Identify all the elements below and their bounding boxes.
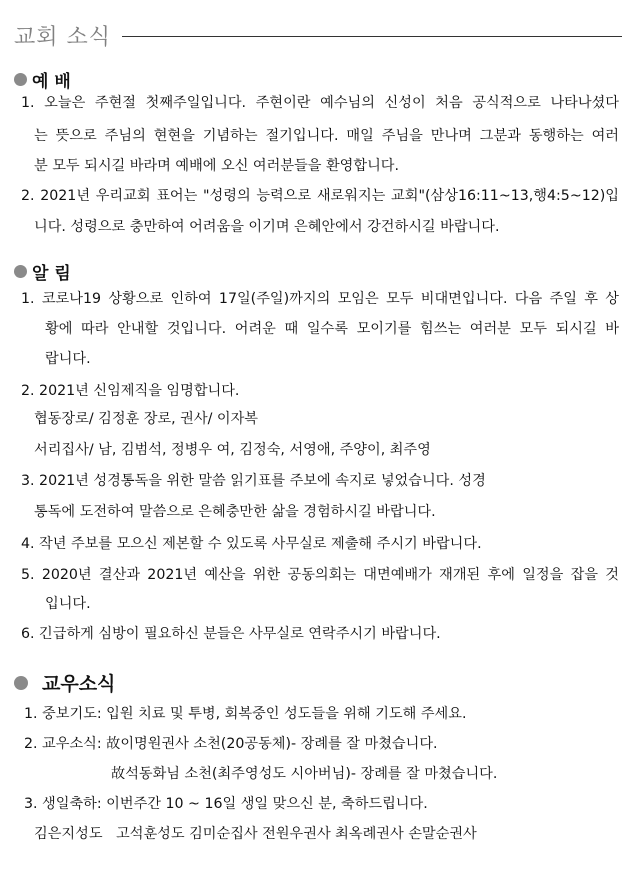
title-divider <box>122 36 622 37</box>
notice-line: 서리집사/ 남, 김범석, 정병우 여, 김정숙, 서영애, 주양이, 최주영 <box>34 442 431 458</box>
notice-line: 입니다. <box>45 596 91 612</box>
section-worship-heading <box>14 67 71 92</box>
notice-line: 2. 2021년 신임제직을 임명합니다. <box>21 383 240 399</box>
notice-line: 5. 2020년 결산과 2021년 예산을 위한 공동의회는 대면예배가 재개된 후에 일정을 잡을 것 <box>21 567 619 583</box>
worship-line: 2. 2021년 우리교회 표어는 "성령의 능력으로 새로워지는 교회"(삼상16:11~13,행4:5~12)입 <box>21 188 619 204</box>
bullet-circle-icon <box>14 265 27 278</box>
section-title: 교우소식 <box>42 673 116 695</box>
members-line: 3. 생일축하: 이번주간 10 ~ 16일 생일 맞으신 분, 축하드립니다. <box>24 796 428 812</box>
notice-line: 통독에 도전하여 말씀으로 은혜충만한 삶을 경험하시길 바랍니다. <box>34 504 436 520</box>
notice-line: 6. 긴급하게 심방이 필요하신 분들은 사무실로 연락주시기 바랍니다. <box>21 626 441 642</box>
section-title: 예 배 <box>32 72 71 92</box>
notice-line: 황에 따라 안내할 것입니다. 어려운 때 일수록 모이기를 힘쓰는 여러분 모두 되시길 바 <box>45 321 619 337</box>
notice-line: 1. 코로나19 상황으로 인하여 17일(주일)까지의 모임은 모두 비대면입니다. 다음 주일 후 상 <box>21 291 619 307</box>
worship-line: 니다. 성령으로 충만하여 어려움을 이기며 은혜안에서 강건하시길 바랍니다. <box>34 219 500 235</box>
worship-line: 분 모두 되시길 바라며 예배에 오신 여러분들을 환영합니다. <box>34 158 400 174</box>
notice-line: 협동장로/ 김정훈 장로, 권사/ 이자복 <box>34 411 258 427</box>
worship-line: 1. 오늘은 주현절 첫째주일입니다. 주현이란 예수님의 신성이 처음 공식적으로 나타나셨다 <box>21 95 619 111</box>
notice-line: 랍니다. <box>45 351 91 367</box>
section-title: 알 림 <box>32 264 71 284</box>
section-members-heading <box>14 669 115 696</box>
page-title: 교회 소식 <box>14 25 112 50</box>
members-line: 1. 중보기도: 입원 치료 및 투병, 회복중인 성도들을 위해 기도해 주세요. <box>24 706 467 722</box>
members-line: 2. 교우소식: 故이명원권사 소천(20공동체)- 장례를 잘 마쳤습니다. <box>24 736 438 752</box>
notice-line: 3. 2021년 성경통독을 위한 말씀 읽기표를 주보에 속지로 넣었습니다. 성경 <box>21 473 486 489</box>
bullet-circle-icon <box>14 73 27 86</box>
section-notice-heading <box>14 259 71 284</box>
notice-line: 4. 작년 주보를 모으신 제본할 수 있도록 사무실로 제출해 주시기 바랍니다. <box>21 536 482 552</box>
members-line: 故석동화님 소천(최주영성도 시아버님)- 장례를 잘 마쳤습니다. <box>111 766 498 782</box>
members-line: 김은지성도 고석훈성도 김미순집사 전원우권사 최옥례권사 손말순권사 <box>34 826 477 842</box>
bullet-circle-icon <box>14 676 28 690</box>
worship-line: 는 뜻으로 주님의 현현을 기념하는 절기입니다. 매일 주님을 만나며 그분과 동행하는 여러 <box>34 128 619 144</box>
